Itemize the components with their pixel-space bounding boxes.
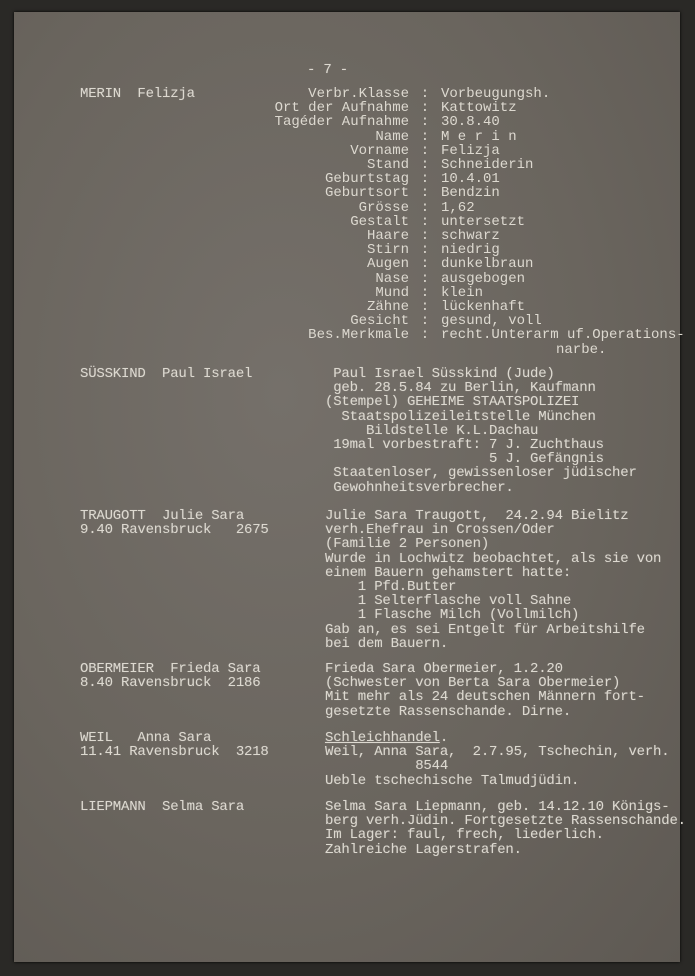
entry-text-line: Gab an, es sei Entgelt für Arbeitshilfe (325, 621, 645, 638)
entry-text-line: Selma Sara Liepmann, geb. 14.12.10 Königs- (325, 799, 670, 815)
field-label: Ort der Aufnahme (274, 100, 409, 117)
entry-text-line: 1 Pfd.Butter (325, 579, 457, 596)
field-value: Felizja (441, 142, 500, 159)
field-label: Verbr.Klasse (308, 86, 409, 102)
field-value: Vorbeugungsh. (441, 86, 551, 102)
entry-left-column (80, 662, 260, 690)
field-colon: : (420, 228, 430, 245)
entry-text-line: Frieda Sara Obermeier, 1.2.20 (325, 661, 563, 677)
field-row (244, 243, 685, 257)
entry-text-line: einem Bauern gehamstert hatte: (325, 564, 572, 581)
entry-text-line: 1 Selterflasche voll Sahne (325, 593, 572, 610)
entry-heading-suffix: . (439, 730, 449, 746)
field-row (244, 257, 685, 271)
entry-description (325, 509, 661, 651)
field-colon: : (420, 270, 430, 287)
entry-name: SÜSSKIND Paul Israel (80, 366, 253, 382)
field-colon: : (420, 114, 430, 131)
field-colon: : (420, 157, 430, 174)
entry-left-column (80, 367, 252, 381)
entry-name: OBERMEIER Frieda Sara (80, 661, 261, 677)
field-value: ausgebogen (441, 270, 526, 287)
entry-text-line: Bildstelle K.L.Dachau (325, 422, 539, 439)
field-value: dunkelbraun (441, 256, 534, 273)
entry-description (325, 800, 686, 857)
field-colon: : (420, 327, 430, 344)
field-label: Augen (366, 256, 409, 273)
field-row (244, 272, 685, 286)
entry-text-line: 1 Flasche Milch (Vollmilch) (325, 607, 580, 624)
entry-description (325, 662, 645, 719)
field-row (244, 144, 685, 158)
entry-text-line: 19mal vorbestraft: 7 J. Zuchthaus (325, 437, 604, 454)
field-colon: : (420, 171, 430, 188)
field-row (244, 186, 685, 200)
field-value: untersetzt (441, 213, 526, 230)
field-value: gesund, voll (441, 313, 542, 330)
field-value: Bendzin (441, 185, 500, 202)
entry-left-column (80, 731, 269, 759)
entry-text-line: Staatspolizeileitstelle München (325, 408, 596, 425)
field-value: 10.4.01 (441, 171, 500, 188)
entry-description (325, 367, 637, 495)
field-row (244, 229, 685, 243)
field-label: Vorname (350, 142, 409, 159)
field-colon: : (420, 299, 430, 316)
field-label: Stirn (366, 242, 409, 259)
field-colon: : (420, 199, 430, 216)
entry-name-merin: MERIN Felizja (80, 86, 195, 102)
entry-text-line: Julie Sara Traugott, 24.2.94 Bielitz (325, 508, 629, 524)
entry-name: LIEPMANN Selma Sara (80, 799, 245, 815)
entry-camp-info: 11.41 Ravensbruck 3218 (80, 744, 269, 761)
entry-text-line: verh.Ehefrau in Crossen/Oder (325, 522, 555, 539)
field-row (244, 130, 685, 144)
entry-left-column (80, 800, 244, 814)
field-label: Gesicht (350, 313, 409, 330)
field-colon: : (420, 142, 430, 159)
field-colon: : (420, 185, 430, 202)
field-value: M e r i n (441, 128, 517, 145)
field-colon: : (420, 128, 430, 145)
field-row (244, 215, 685, 229)
field-colon: : (420, 100, 430, 117)
entry-text-line: (Schwester von Berta Sara Obermeier) (325, 675, 621, 692)
field-colon: : (420, 284, 430, 301)
field-row (244, 314, 685, 328)
entry-text-line: Zahlreiche Lagerstrafen. (325, 841, 522, 858)
entry-text-line: gesetzte Rassenschande. Dirne. (325, 703, 572, 720)
entry-left-column (80, 509, 269, 537)
field-label: Bes.Merkmale (308, 327, 409, 344)
field-label: Stand (366, 157, 409, 174)
field-label: Haare (366, 228, 409, 245)
entry-text-line: Mit mehr als 24 deutschen Männern fort- (325, 689, 645, 706)
entry-name: TRAUGOTT Julie Sara (80, 508, 245, 524)
personal-data-fields (244, 87, 685, 357)
field-colon: : (420, 213, 430, 230)
document-page (14, 12, 686, 962)
entry-camp-info: 9.40 Ravensbruck 2675 (80, 522, 269, 539)
field-value: lückenhaft (441, 299, 526, 316)
field-row (244, 201, 685, 215)
field-row (244, 87, 685, 101)
entry-text-line: berg verh.Jüdin. Fortgesetzte Rassenschande. (325, 813, 686, 830)
field-value: klein (441, 284, 484, 301)
entry-text-line: Staatenloser, gewissenloser jüdischer (325, 465, 637, 482)
field-row (244, 286, 685, 300)
field-value: Schneiderin (441, 157, 534, 174)
field-row (244, 172, 685, 186)
entry-camp-info: 8.40 Ravensbruck 2186 (80, 675, 261, 692)
field-value: schwarz (441, 228, 500, 245)
field-colon: : (420, 256, 430, 273)
field-value: 30.8.40 (441, 114, 500, 131)
field-row (244, 300, 685, 314)
field-colon: : (420, 86, 430, 102)
field-label: Geburtstag (324, 171, 409, 188)
entry-text-line: 8544 (325, 758, 449, 775)
entry-text-line: Weil, Anna Sara, 2.7.95, Tschechin, verh. (325, 744, 670, 761)
field-label: Geburtsort (324, 185, 409, 202)
field-row (244, 101, 685, 115)
field-label: Name (375, 128, 409, 145)
field-label: Tagéder Aufnahme (274, 114, 409, 131)
entry-text-line: geb. 28.5.84 zu Berlin, Kaufmann (325, 380, 596, 397)
entry-text-line: 5 J. Gefängnis (325, 451, 604, 468)
entry-description (325, 731, 669, 788)
field-continuation: narbe. (556, 341, 607, 358)
field-value: niedrig (441, 242, 500, 259)
field-label: Grösse (358, 199, 409, 216)
page-number: - 7 - (307, 62, 349, 78)
field-row (244, 158, 685, 172)
field-row (244, 115, 685, 129)
field-label: Nase (375, 270, 409, 287)
field-colon: : (420, 313, 430, 330)
field-row (244, 328, 685, 342)
field-colon: : (420, 242, 430, 259)
entry-heading-text: Schleichhandel (325, 730, 440, 746)
entry-text-line: (Familie 2 Personen) (325, 536, 490, 553)
field-value: Kattowitz (441, 100, 517, 117)
field-value: recht.Unterarm uf.Operations- (441, 327, 685, 344)
field-label: Mund (375, 284, 409, 301)
entry-text-line: (Stempel) GEHEIME STAATSPOLIZEI (325, 394, 580, 411)
entry-text-line: Gewohnheitsverbrecher. (325, 479, 514, 496)
entry-text-line: Ueble tschechische Talmudjüdin. (325, 772, 580, 789)
field-value: 1,62 (441, 199, 475, 216)
entry-text-line: Paul Israel Süsskind (Jude) (325, 366, 555, 382)
entry-text-line: Im Lager: faul, frech, liederlich. (325, 827, 604, 844)
entry-text-line: bei dem Bauern. (325, 635, 449, 652)
entry-name: WEIL Anna Sara (80, 730, 212, 746)
field-label: Gestalt (350, 213, 409, 230)
entry-text-line: Wurde in Lochwitz beobachtet, als sie von (325, 550, 662, 567)
field-label: Zähne (366, 299, 409, 316)
